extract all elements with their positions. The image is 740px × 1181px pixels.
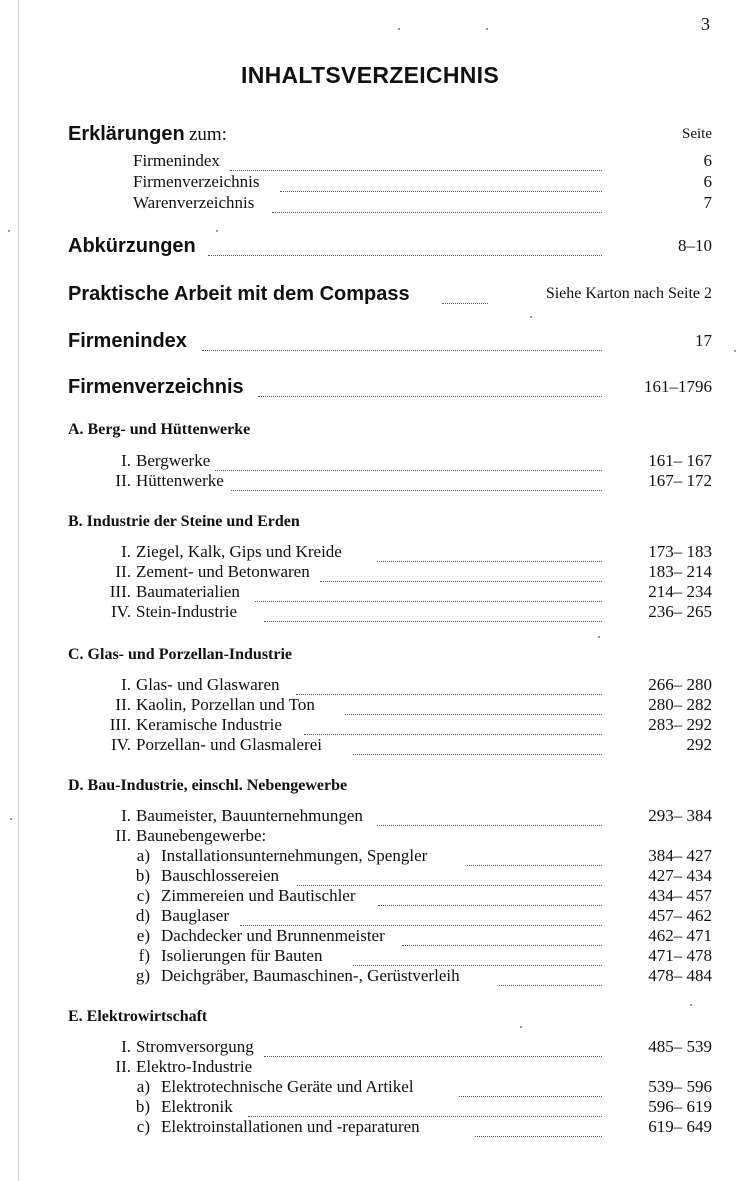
entry-page: 167– 172 <box>648 471 712 490</box>
entry-label: Warenverzeichnis <box>133 193 258 213</box>
section-heading: B. Industrie der Steine und Erden <box>68 513 300 530</box>
entry-page: 384– 427 <box>648 846 712 865</box>
entry-number: I. <box>121 451 131 470</box>
dot-leader <box>353 946 602 966</box>
entry-label: Baumaterialien <box>136 582 244 602</box>
section-item <box>0 715 740 737</box>
dot-leader <box>296 675 602 695</box>
section-item <box>0 562 740 584</box>
entry-label: Zement- und Betonwaren <box>136 562 314 582</box>
firmenverzeichnis-row <box>0 377 740 399</box>
entry-number: IV. <box>111 602 131 621</box>
entry-label: Elektro-Industrie <box>136 1057 256 1077</box>
subsection-item <box>0 1077 740 1099</box>
dot-leader <box>231 471 602 491</box>
firmenindex-row <box>0 331 740 353</box>
dot-leader <box>264 1037 603 1057</box>
entry-page: 266– 280 <box>648 675 712 694</box>
entry-page: 457– 462 <box>648 906 712 925</box>
dot-leader <box>475 1117 602 1137</box>
subsection-item <box>0 846 740 868</box>
section-heading: E. Elektrowirtschaft <box>68 1008 208 1025</box>
entry-page: 539– 596 <box>648 1077 712 1096</box>
dot-leader <box>377 806 602 826</box>
section-item <box>0 542 740 564</box>
entry-label: Bergwerke <box>136 451 214 471</box>
firmenverzeichnis-label: Firmenverzeichnis <box>68 377 248 397</box>
entry-label: Hüttenwerke <box>136 471 228 491</box>
section-item <box>0 1057 740 1079</box>
dot-leader <box>264 602 603 622</box>
entry-number: I. <box>121 806 131 825</box>
entry-number: b) <box>135 866 150 885</box>
entry-page: 619– 649 <box>648 1117 712 1136</box>
subsection-item <box>0 906 740 928</box>
entry-number: I. <box>121 1037 131 1056</box>
section-heading-row <box>0 1007 740 1029</box>
section-heading: C. Glas- und Porzellan-Industrie <box>68 646 293 663</box>
dot-leader <box>353 735 602 755</box>
section-item <box>0 675 740 697</box>
entry-label: Keramische Industrie <box>136 715 286 735</box>
subsection-item <box>0 946 740 968</box>
praktische-row <box>0 284 740 306</box>
entry-page: 471– 478 <box>648 946 712 965</box>
dot-leader <box>215 451 602 471</box>
dot-leader <box>459 1077 602 1097</box>
entry-page: 283– 292 <box>648 715 712 734</box>
dot-leader <box>499 966 602 986</box>
entry-label: Bauschlossereien <box>161 866 283 886</box>
entry-number: b) <box>135 1097 150 1116</box>
entry-number: I. <box>121 542 131 561</box>
entry-number: II. <box>115 1057 131 1076</box>
erklaerungen-item <box>0 172 740 194</box>
erklaerungen-item <box>0 151 740 173</box>
entry-number: II. <box>115 695 131 714</box>
entry-label: Zimmereien und Bautischler <box>161 886 360 906</box>
entry-label: Elektroinstallationen und -reparaturen <box>161 1117 424 1137</box>
dot-leader <box>248 1097 602 1117</box>
dot-leader <box>377 542 602 562</box>
seite-column-label: Seite <box>682 126 712 142</box>
dot-leader <box>272 193 602 213</box>
subsection-item <box>0 886 740 908</box>
section-item <box>0 471 740 493</box>
entry-number: II. <box>115 471 131 490</box>
entry-label: Elektronik <box>161 1097 237 1117</box>
abkuerzungen-label: Abkürzungen <box>68 236 200 256</box>
section-item <box>0 695 740 717</box>
entry-page: 161– 167 <box>648 451 712 470</box>
dot-leader <box>345 695 603 715</box>
entry-number: d) <box>135 906 150 925</box>
entry-number: I. <box>121 675 131 694</box>
entry-label: Firmenverzeichnis <box>133 172 264 192</box>
entry-number: IV. <box>111 735 131 754</box>
abkuerzungen-row <box>0 236 740 258</box>
dot-leader <box>467 846 602 866</box>
entry-label: Installationsunternehmungen, Spengler <box>161 846 431 866</box>
firmenverzeichnis-page: 161–1796 <box>644 377 712 396</box>
abkuerzungen-page: 8–10 <box>678 236 712 255</box>
dot-leader <box>378 886 602 906</box>
section-heading-row <box>0 776 740 798</box>
entry-page: 6 <box>703 151 712 170</box>
entry-label: Dachdecker und Brunnenmeister <box>161 926 389 946</box>
subsection-item <box>0 1117 740 1139</box>
entry-number: c) <box>136 1117 150 1136</box>
subsection-item <box>0 1097 740 1119</box>
section-heading-row <box>0 645 740 667</box>
entry-label: Isolierungen für Bauten <box>161 946 326 966</box>
entry-page: 478– 484 <box>648 966 712 985</box>
section-item <box>0 735 740 757</box>
page-number: 3 <box>701 14 710 34</box>
entry-number: c) <box>136 886 150 905</box>
entry-page: 173– 183 <box>648 542 712 561</box>
entry-page: 462– 471 <box>648 926 712 945</box>
entry-number: a) <box>136 1077 150 1096</box>
section-heading-row <box>0 512 740 534</box>
entry-number: III. <box>109 582 131 601</box>
section-item <box>0 582 740 604</box>
entry-page: 292 <box>686 735 712 754</box>
dot-leader <box>297 866 602 886</box>
entry-page: 236– 265 <box>648 602 712 621</box>
entry-page: 293– 384 <box>648 806 712 825</box>
dot-leader <box>240 906 602 926</box>
entry-label: Stein-Industrie <box>136 602 241 622</box>
entry-label: Kaolin, Porzellan und Ton <box>136 695 319 715</box>
praktische-label: Praktische Arbeit mit dem Compass <box>68 283 410 305</box>
dot-leader <box>255 582 602 602</box>
section-heading: D. Bau-Industrie, einschl. Nebengewerbe <box>68 777 348 794</box>
entry-page: 7 <box>703 193 712 212</box>
entry-number: g) <box>135 966 150 985</box>
entry-page: 6 <box>703 172 712 191</box>
section-item <box>0 602 740 624</box>
praktische-note: Siehe Karton nach Seite 2 <box>545 285 712 302</box>
subsection-item <box>0 966 740 988</box>
entry-label: Glas- und Glaswaren <box>136 675 284 695</box>
section-item <box>0 451 740 473</box>
section-heading-row <box>0 420 740 442</box>
entry-label: Baumeister, Bauunternehmungen <box>136 806 367 826</box>
entry-page: 434– 457 <box>648 886 712 905</box>
section-item <box>0 806 740 828</box>
entry-page: 596– 619 <box>648 1097 712 1116</box>
dot-leader <box>402 926 602 946</box>
erklaerungen-heading-row <box>0 124 740 146</box>
firmenindex-page: 17 <box>695 331 712 350</box>
subsection-item <box>0 866 740 888</box>
firmenindex-label: Firmenindex <box>68 331 191 351</box>
dot-leader <box>304 715 602 735</box>
erklaerungen-heading: Erklärungen zum: <box>68 123 227 145</box>
entry-number: II. <box>115 826 131 845</box>
entry-number: a) <box>136 846 150 865</box>
entry-page: 183– 214 <box>648 562 712 581</box>
section-heading: A. Berg- und Hüttenwerke <box>68 421 251 438</box>
dot-leader <box>230 151 602 171</box>
entry-page: 485– 539 <box>648 1037 712 1056</box>
entry-page: 280– 282 <box>648 695 712 714</box>
section-item <box>0 826 740 848</box>
dot-leader <box>280 172 602 192</box>
entry-label: Baunebengewerbe: <box>136 826 270 846</box>
entry-number: e) <box>136 926 150 945</box>
entry-label: Porzellan- und Glasmalerei <box>136 735 326 755</box>
entry-number: f) <box>138 946 150 965</box>
entry-number: III. <box>109 715 131 734</box>
section-item <box>0 1037 740 1059</box>
entry-page: 427– 434 <box>648 866 712 885</box>
dot-leader <box>320 562 602 582</box>
page-title: INHALTSVERZEICHNIS <box>241 62 499 88</box>
entry-label: Stromversorgung <box>136 1037 258 1057</box>
entry-number: II. <box>115 562 131 581</box>
subsection-item <box>0 926 740 948</box>
entry-label: Deichgräber, Baumaschinen-, Gerüstverleih <box>161 966 464 986</box>
entry-label: Elektrotechnische Geräte und Artikel <box>161 1077 418 1097</box>
entry-label: Firmenindex <box>133 151 224 171</box>
entry-label: Bauglaser <box>161 906 233 926</box>
entry-page: 214– 234 <box>648 582 712 601</box>
entry-label: Ziegel, Kalk, Gips und Kreide <box>136 542 346 562</box>
erklaerungen-item <box>0 193 740 215</box>
